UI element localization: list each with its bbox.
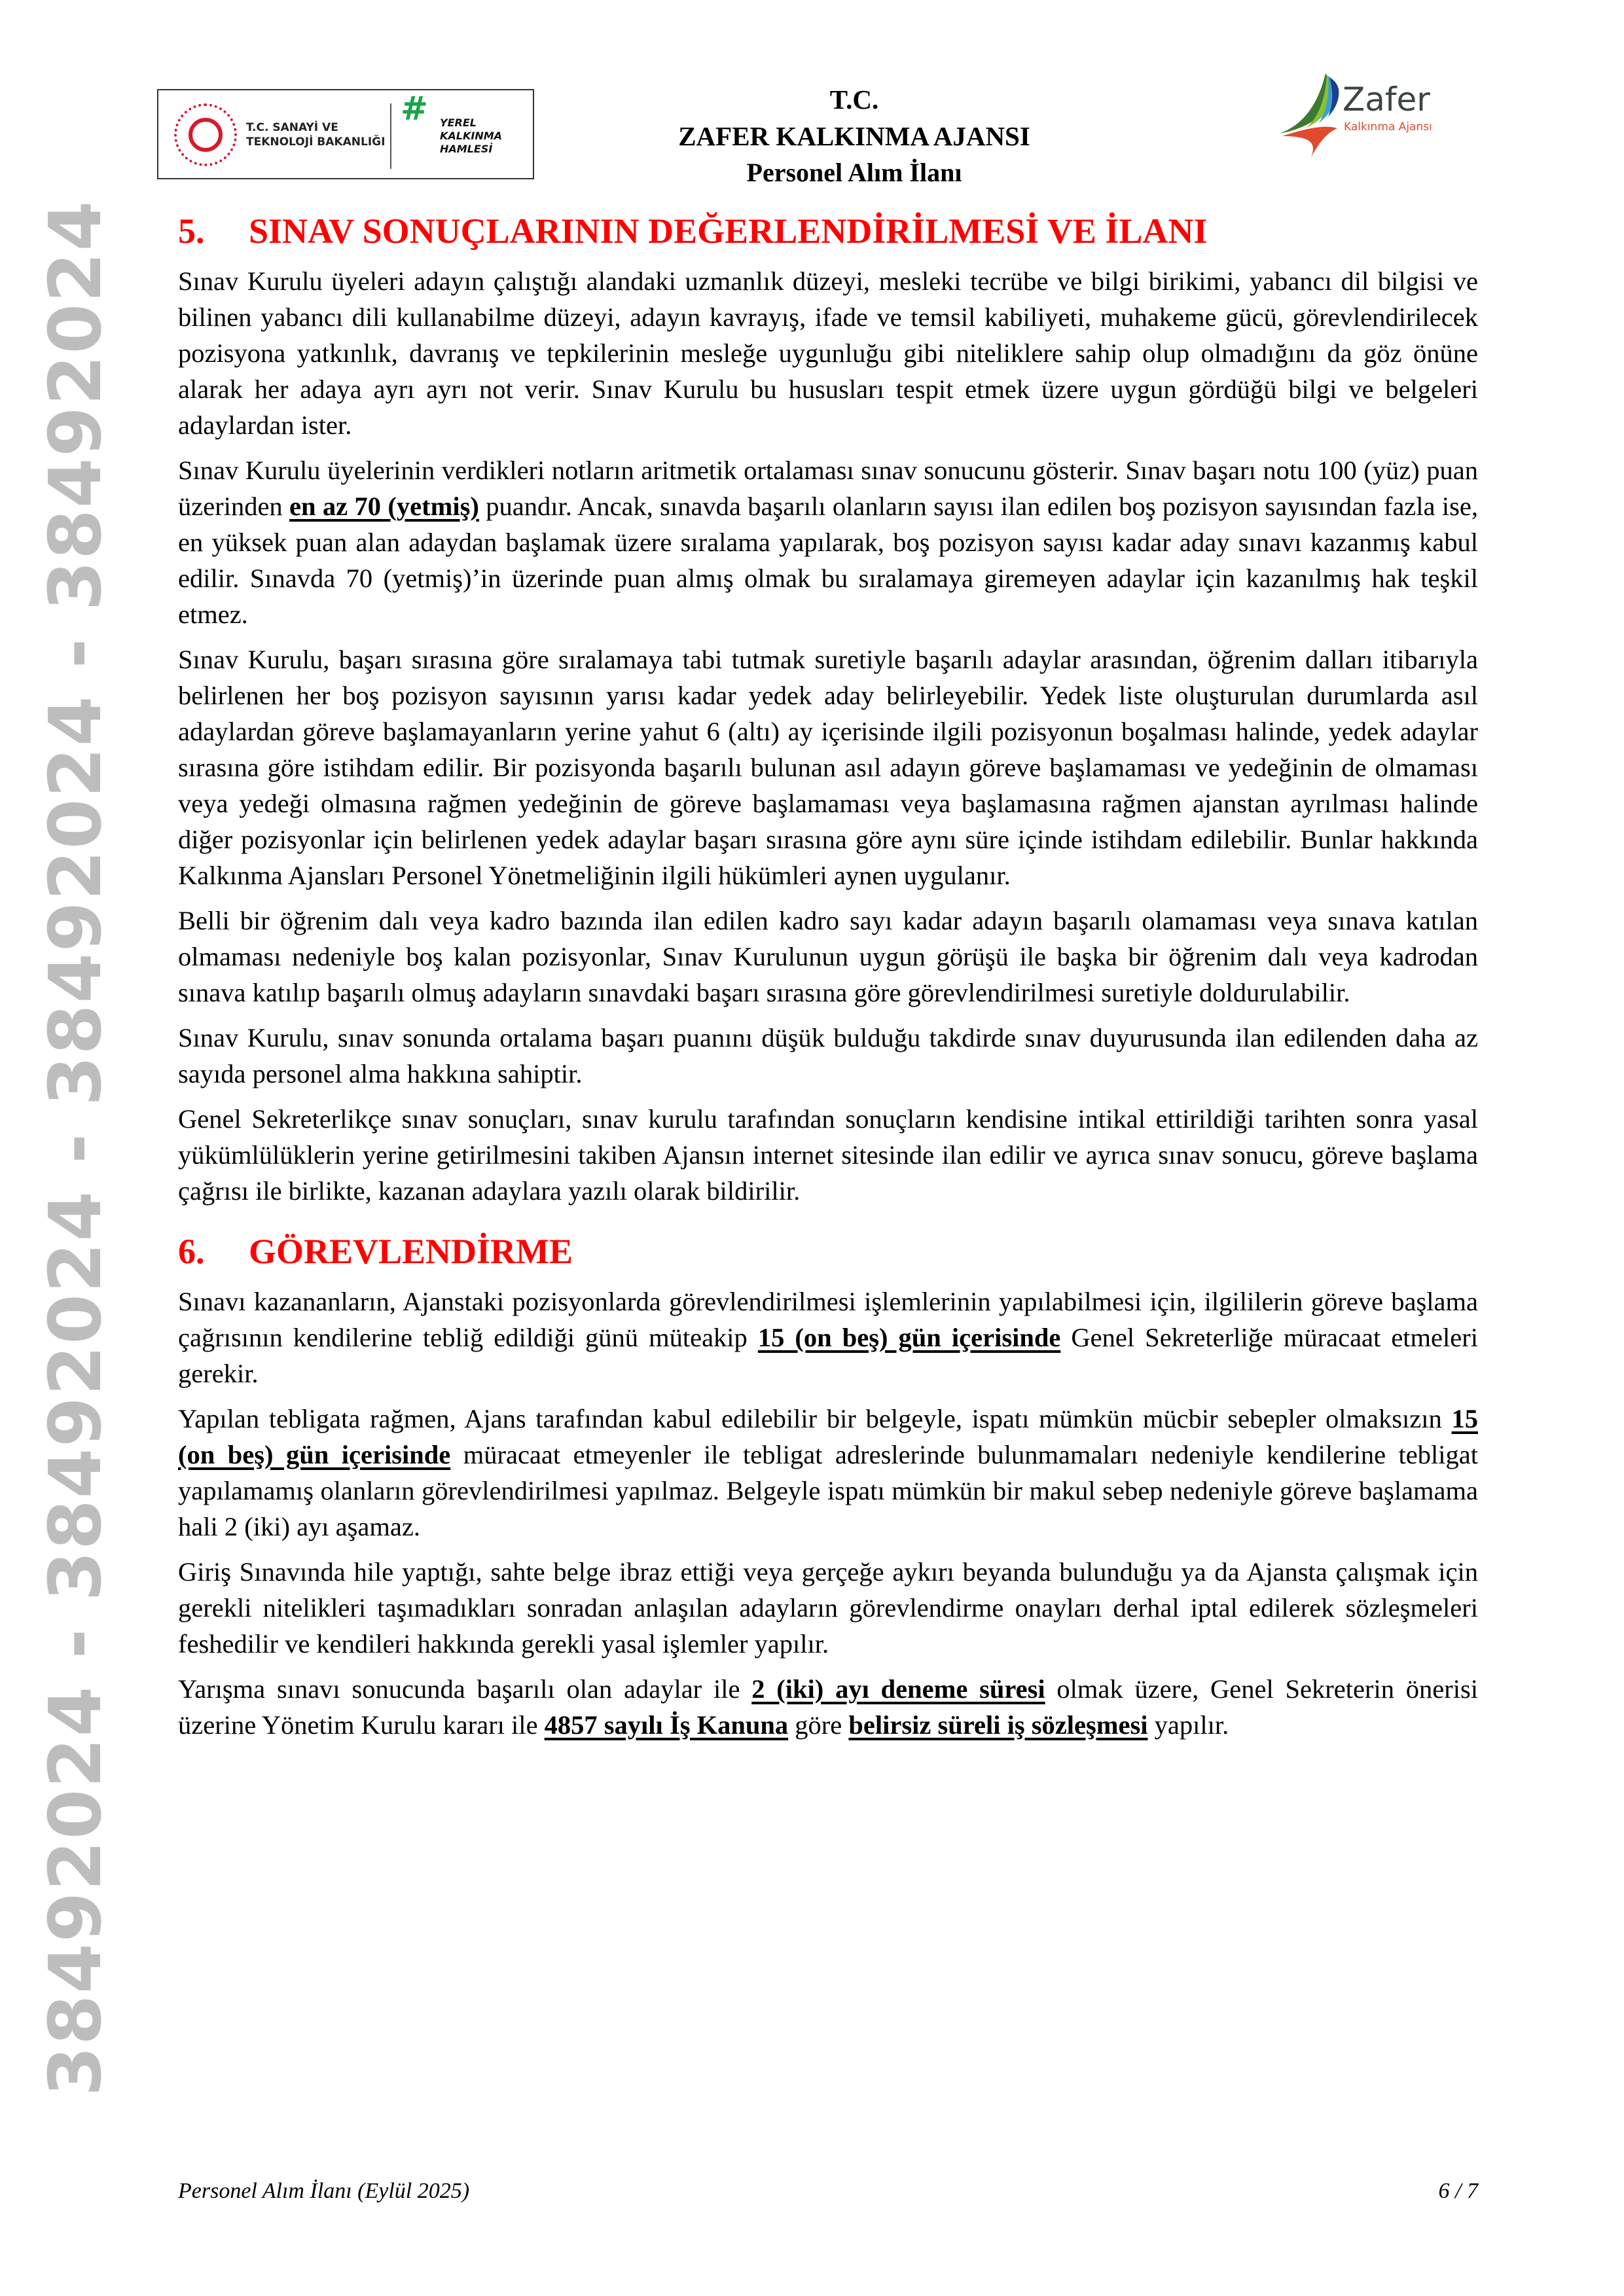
- emphasis-text: belirsiz süreli iş sözleşmesi: [848, 1710, 1148, 1740]
- header-line-announcement: Personel Alım İlanı: [746, 158, 962, 187]
- paragraph-text: Sınav Kurulu üyelerinin verdikleri notların aritmetik ortalaması sınav sonucunu gösterir. Sınav başarı notu 100 (yüz) puan üzerinden: [178, 456, 1478, 521]
- paragraph-text: Genel Sekreterliğe müracaat etmeleri gerekir.: [178, 1323, 1478, 1388]
- paragraph-text: Yapılan tebligata rağmen, Ajans tarafından kabul edilebilir bir belgeyle, ispatı mümkün mücbir sebepler olmaksızın: [178, 1404, 1452, 1433]
- emphasis-text: 15 (on beş) gün içerisinde: [178, 1404, 1478, 1469]
- paragraph: Sınav Kurulu, başarı sırasına göre sıralamaya tabi tutmak suretiyle başarılı adaylar arasından, öğrenim dalları itibarıyla belirlenen her boş pozisyon sayısının yarısı kadar yedek aday belirleyebilir. Yedek liste oluşturulan durumlarda asıl adaylardan göreve başlamayanların yerine yahut 6 (altı) ay içerisinde ilgili pozisyonun boşalması halinde, yedek adaylar sırasına göre istihdam edilir. Bir pozisyonda başarılı bulunan asıl adayın göreve başlamaması ve yedeğinin de olmaması veya yedeği olmasına rağmen yedeğinin de göreve başlamaması veya başlamasına rağmen ajanstan ayrılması halinde diğer pozisyonlar için belirlenen yedek adaylar başarı sırasına göre aynı süre içinde istihdam edilebilir. Bunlar hakkında Kalkınma Ajansları Personel Yönetmeliğinin ilgili hükümleri aynen uygulanır.: [178, 645, 1478, 890]
- paragraph: Genel Sekreterlikçe sınav sonuçları, sınav kurulu tarafından sonuçların kendisine intikal ettirildiği tarihten sonra yasal yükümlülüklerin yerine getirilmesini takiben Ajansın internet sitesinde ilan edilir ve ayrıca sınav sonucu, göreve başlama çağrısı ile birlikte, kazanan adaylara yazılı olarak bildirilir.: [178, 1104, 1478, 1206]
- footer-document-title: Personel Alım İlanı (Eylül 2025): [178, 2179, 470, 2203]
- section-assignment: [178, 1229, 1478, 1743]
- ministry-logo: [157, 89, 534, 179]
- page-footer: [178, 2178, 1478, 2204]
- paragraph: Sınav Kurulu, sınav sonunda ortalama başarı puanını düşük bulduğu takdirde sınav duyurusunda ilan edilenden daha az sayıda personel alma hakkına sahiptir.: [178, 1023, 1478, 1088]
- campaign-logo: [440, 117, 525, 156]
- campaign-line1: YEREL: [440, 117, 477, 129]
- campaign-line3: HAMLESİ: [440, 143, 493, 155]
- emphasis-text: 4857 sayılı İş Kanuna: [544, 1710, 789, 1740]
- paragraph-text: puandır. Ancak, sınavda başarılı olanların sayısı ilan edilen boş pozisyon sayısından fazla ise, en yüksek puan alan adaydan başlamak üzere sıralama yapılarak, boş pozisyon sayısı kadar aday sınavı kazanmış kabul edilir. Sınavda 70 (yetmiş)’in üzerinde puan almış olmak bu sıralamaya giremeyen adaylar için kazanılmış hak teşkil etmez.: [178, 492, 1478, 629]
- paragraph-text: göre: [788, 1710, 849, 1740]
- paragraph: Sınav Kurulu üyeleri adayın çalıştığı alandaki uzmanlık düzeyi, mesleki tecrübe ve bilgi birikimi, yabancı dil bilgisi ve bilinen yabancı dili kullanabilme düzeyi, adayın kavrayış, ifade ve temsil kabiliyeti, muhakeme gücü, görevlendirilecek pozisyona yatkınlık, davranış ve tepkilerinin mesleğe uygunluğu gibi niteliklere sahip olup olmadığını da göz önüne alarak her adaya ayrı ayrı not verir. Sınav Kurulu bu hususları tespit etmek üzere uygun gördüğü bilgi ve belgeleri adaylardan ister.: [178, 266, 1478, 440]
- watermark-zone: [0, 0, 151, 2296]
- agency-logo-subtitle: Kalkınma Ajansı: [1344, 120, 1432, 134]
- paragraph: Giriş Sınavında hile yaptığı, sahte belge ibraz ettiği veya gerçeğe aykırı beyanda bulunduğu ya da Ajansta çalışmak için gerekli nitelikleri taşımadıkları sonradan anlaşılan adayların görevlendirme onayları derhal iptal edilerek sözleşmeleri feshedilir ve kendileri hakkında gerekli yasal işlemler yapılır.: [178, 1557, 1478, 1659]
- ministry-name: [246, 120, 384, 149]
- section-exam-results: [178, 208, 1478, 1209]
- section-heading: [178, 1229, 1478, 1274]
- section-title: SINAV SONUÇLARININ DEĞERLENDİRİLMESİ VE İLANI: [249, 211, 1208, 251]
- agency-logo-word: Zafer: [1343, 81, 1430, 118]
- paragraph-text: yapılır.: [1147, 1710, 1229, 1740]
- campaign-line2: KALKINMA: [440, 130, 503, 142]
- paragraph-text: müracaat etmeyenler ile tebligat adreslerinde bulunmamaları nedeniyle kendilerine tebligat yapılamamış olanların görevlendirilmesi yapılmaz. Belgeyle ispatı mümkün bir makul sebep nedeniyle göreve başlamama hali 2 (iki) ayı aşamaz.: [178, 1440, 1478, 1541]
- paragraph-text: Sınavı kazananların, Ajanstaki pozisyonlarda görevlendirilmesi işlemlerinin yapılabilmesi için, ilgililerin göreve başlama çağrısının kendilerine tebliğ edildiği günü müteakip: [178, 1287, 1478, 1352]
- document-header: [655, 81, 1054, 191]
- paragraph-text: Yarışma sınavı sonucunda başarılı olan adaylar ile: [178, 1674, 752, 1704]
- watermark: 38492024 - 38492024 - 38492024 - 38492024: [33, 200, 117, 2096]
- ministry-name-line2: TEKNOLOJİ BAKANLIĞI: [246, 135, 386, 149]
- agency-sail-icon: [1280, 68, 1343, 160]
- paragraph: Belli bir öğrenim dalı veya kadro bazında ilan edilen kadro sayı kadar adayın başarılı olamaması veya sınava katılan olmaması nedeniyle boş kalan pozisyonlar, Sınav Kurulunun uygun görüşü ile başka bir öğrenim dalı veya kadrodan sınava katılıp başarılı olmuş adayların sınavdaki başarı sırasına göre görevlendirilmesi suretiyle doldurulabilir.: [178, 906, 1478, 1007]
- section-title: GÖREVLENDİRME: [249, 1232, 573, 1271]
- hashtag-icon: #: [401, 90, 428, 128]
- section-number: 5.: [178, 211, 205, 251]
- emphasis-text: 2 (iki) ayı deneme süresi: [751, 1674, 1045, 1704]
- paragraph: [178, 1283, 1478, 1391]
- paragraph: [178, 1401, 1478, 1545]
- paragraph: [178, 1671, 1478, 1743]
- paragraph-text: olmak üzere, Genel Sekreterin önerisi üzerine Yönetim Kurulu kararı ile: [178, 1674, 1478, 1740]
- header-line-tc: T.C.: [829, 84, 879, 115]
- ministry-seal-icon: [174, 103, 237, 166]
- logo-divider: [390, 103, 391, 169]
- paragraph: [178, 452, 1478, 632]
- section-number: 6.: [178, 1232, 205, 1271]
- page-number: 6 / 7: [1438, 2179, 1478, 2203]
- ministry-name-line1: T.C. SANAYİ VE: [246, 121, 338, 134]
- header-line-agency: ZAFER KALKINMA AJANSI: [678, 121, 1030, 151]
- agency-logo: [1280, 68, 1489, 160]
- document-body: [178, 208, 1478, 1743]
- emphasis-text: en az 70 (yetmiş): [289, 492, 479, 521]
- emphasis-text: 15 (on beş) gün içerisinde: [757, 1323, 1061, 1352]
- section-heading: [178, 208, 1478, 254]
